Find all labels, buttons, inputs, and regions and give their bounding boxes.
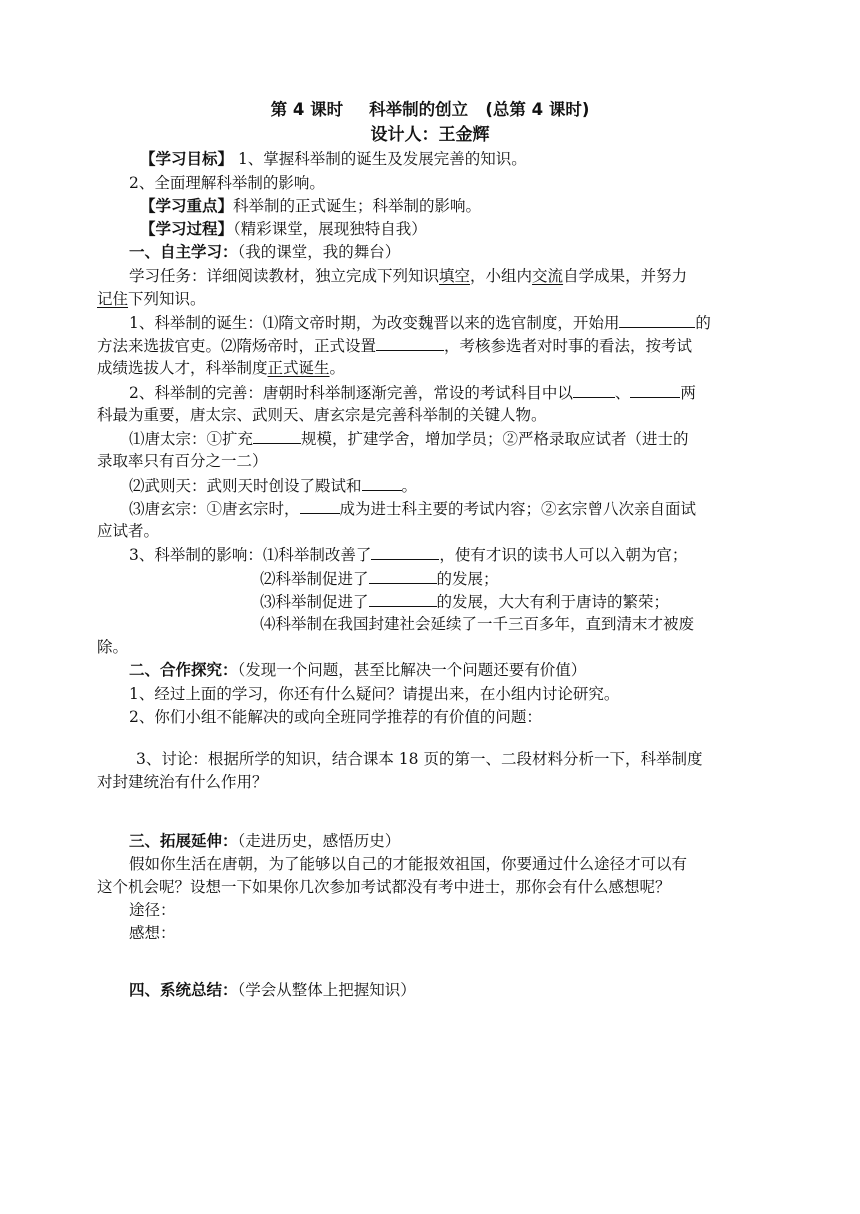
section3-heading: 三、拓展延伸：	[129, 832, 238, 850]
fill-blank[interactable]	[376, 334, 444, 351]
section2-heading-line: 二、合作探究：（发现一个问题，甚至比解决一个问题还要有价值）	[129, 661, 587, 679]
focus-label: 【学习重点】	[140, 197, 234, 215]
goals-label: 【学习目标】	[140, 150, 234, 168]
fill-blank[interactable]	[362, 474, 402, 491]
task-line-2: 记住下列知识。	[97, 290, 206, 308]
section2-q1: 1、经过上面的学习，你还有什么疑问？请提出来，在小组内讨论研究。	[129, 685, 620, 703]
impact-line-4: ⑷科举制在我国封建社会延续了一千三百多年，直到清末才被废	[260, 615, 695, 633]
section2-q3-line-1: 3、讨论：根据所学的知识，结合课本 18 页的第一、二段材料分析一下，科举制度	[136, 750, 703, 768]
lesson-title	[0, 98, 860, 121]
impact-line-3: ⑶科举制促进了 的发展，大大有利于唐诗的繁荣；	[260, 590, 860, 614]
fill-blank[interactable]	[573, 381, 615, 398]
xuanzong-line-1: ⑶唐玄宗：①唐玄宗时， 成为进士科主要的考试内容；②玄宗曾八次亲自面试	[129, 497, 860, 521]
fill-blank[interactable]	[371, 543, 439, 560]
fill-blank[interactable]	[630, 381, 680, 398]
focus-line: 【学习重点】科举制的正式诞生；科举制的影响。	[140, 197, 482, 215]
section3-feel: 感想：	[129, 924, 176, 942]
impact-line-2: ⑵科举制促进了 的发展；	[260, 567, 860, 591]
goals-line-1: 【学习目标】 1、掌握科举制的诞生及发展完善的知识。	[140, 150, 527, 168]
fill-blank[interactable]	[619, 311, 695, 328]
section3-p2: 这个机会呢？设想一下如果你几次参加考试都没有考中进士，那你会有什么感想呢？	[97, 878, 671, 896]
fill-blank[interactable]	[300, 497, 340, 514]
section2-q3-line-2: 对封建统治有什么作用？	[97, 773, 268, 791]
process-label: 【学习过程】	[140, 220, 234, 238]
section2-q2: 2、你们小组不能解决的或向全班同学推荐的有价值的问题：	[129, 708, 542, 726]
taizong-line-1: ⑴唐太宗：①扩充 规模，扩建学舍，增加学员；②严格录取应试者（进士的	[129, 427, 860, 451]
section3-p1: 假如你生活在唐朝，为了能够以自己的才能报效祖国，你要通过什么途径才可以有	[129, 855, 688, 873]
impact-line-1: 3、科举制的影响：⑴科举制改善了 ，使有才识的读书人可以入朝为官；	[129, 543, 860, 567]
perfect-line-1: 2、科举制的完善：唐朝时科举制逐渐完善，常设的考试科目中以 、 两	[129, 381, 860, 405]
designer-line: 设计人：王金辉	[370, 125, 490, 145]
lesson-number: 第 4 课时	[270, 100, 344, 119]
section3-way: 途径：	[129, 901, 176, 919]
section1-heading-line: 一、自主学习：（我的课堂，我的舞台）	[129, 243, 401, 261]
fill-blank[interactable]	[253, 427, 301, 444]
goals-line-2: 2、全面理解科举制的影响。	[129, 174, 325, 192]
birth-line-2: 方法来选拔官吏。⑵隋炀帝时，正式设置 ，考核参选者对时事的看法，按考试	[97, 334, 860, 358]
xuanzong-line-2: 应试者。	[97, 522, 160, 540]
section4-heading: 四、系统总结：	[129, 981, 238, 999]
section2-heading: 二、合作探究：	[129, 661, 238, 679]
task-line-1: 学习任务：详细阅读教材，独立完成下列知识填空，小组内交流自学成果，并努力	[129, 267, 688, 285]
birth-line-3: 成绩选拔人才，科举制度正式诞生。	[97, 359, 346, 377]
fill-blank[interactable]	[369, 567, 437, 584]
lesson-total: (总第 4 课时)	[485, 100, 590, 119]
process-line: 【学习过程】（精彩课堂，展现独特自我）	[140, 220, 427, 238]
fill-blank[interactable]	[369, 590, 437, 607]
wuzetian-line: ⑵武则天：武则天时创设了殿试和 。	[129, 474, 860, 498]
impact-line-5: 除。	[97, 638, 129, 656]
section4-heading-line: 四、系统总结：（学会从整体上把握知识）	[129, 981, 416, 999]
perfect-line-2: 科最为重要，唐太宗、武则天、唐玄宗是完善科举制的关键人物。	[97, 406, 547, 424]
lesson-name: 科举制的创立	[369, 100, 469, 119]
taizong-line-2: 录取率只有百分之一二）	[97, 452, 268, 470]
section3-heading-line: 三、拓展延伸：（走进历史，感悟历史）	[129, 832, 401, 850]
birth-line-1: 1、科举制的诞生：⑴隋文帝时期，为改变魏晋以来的选官制度，开始用 的	[129, 311, 860, 335]
section1-heading: 一、自主学习：	[129, 243, 238, 261]
